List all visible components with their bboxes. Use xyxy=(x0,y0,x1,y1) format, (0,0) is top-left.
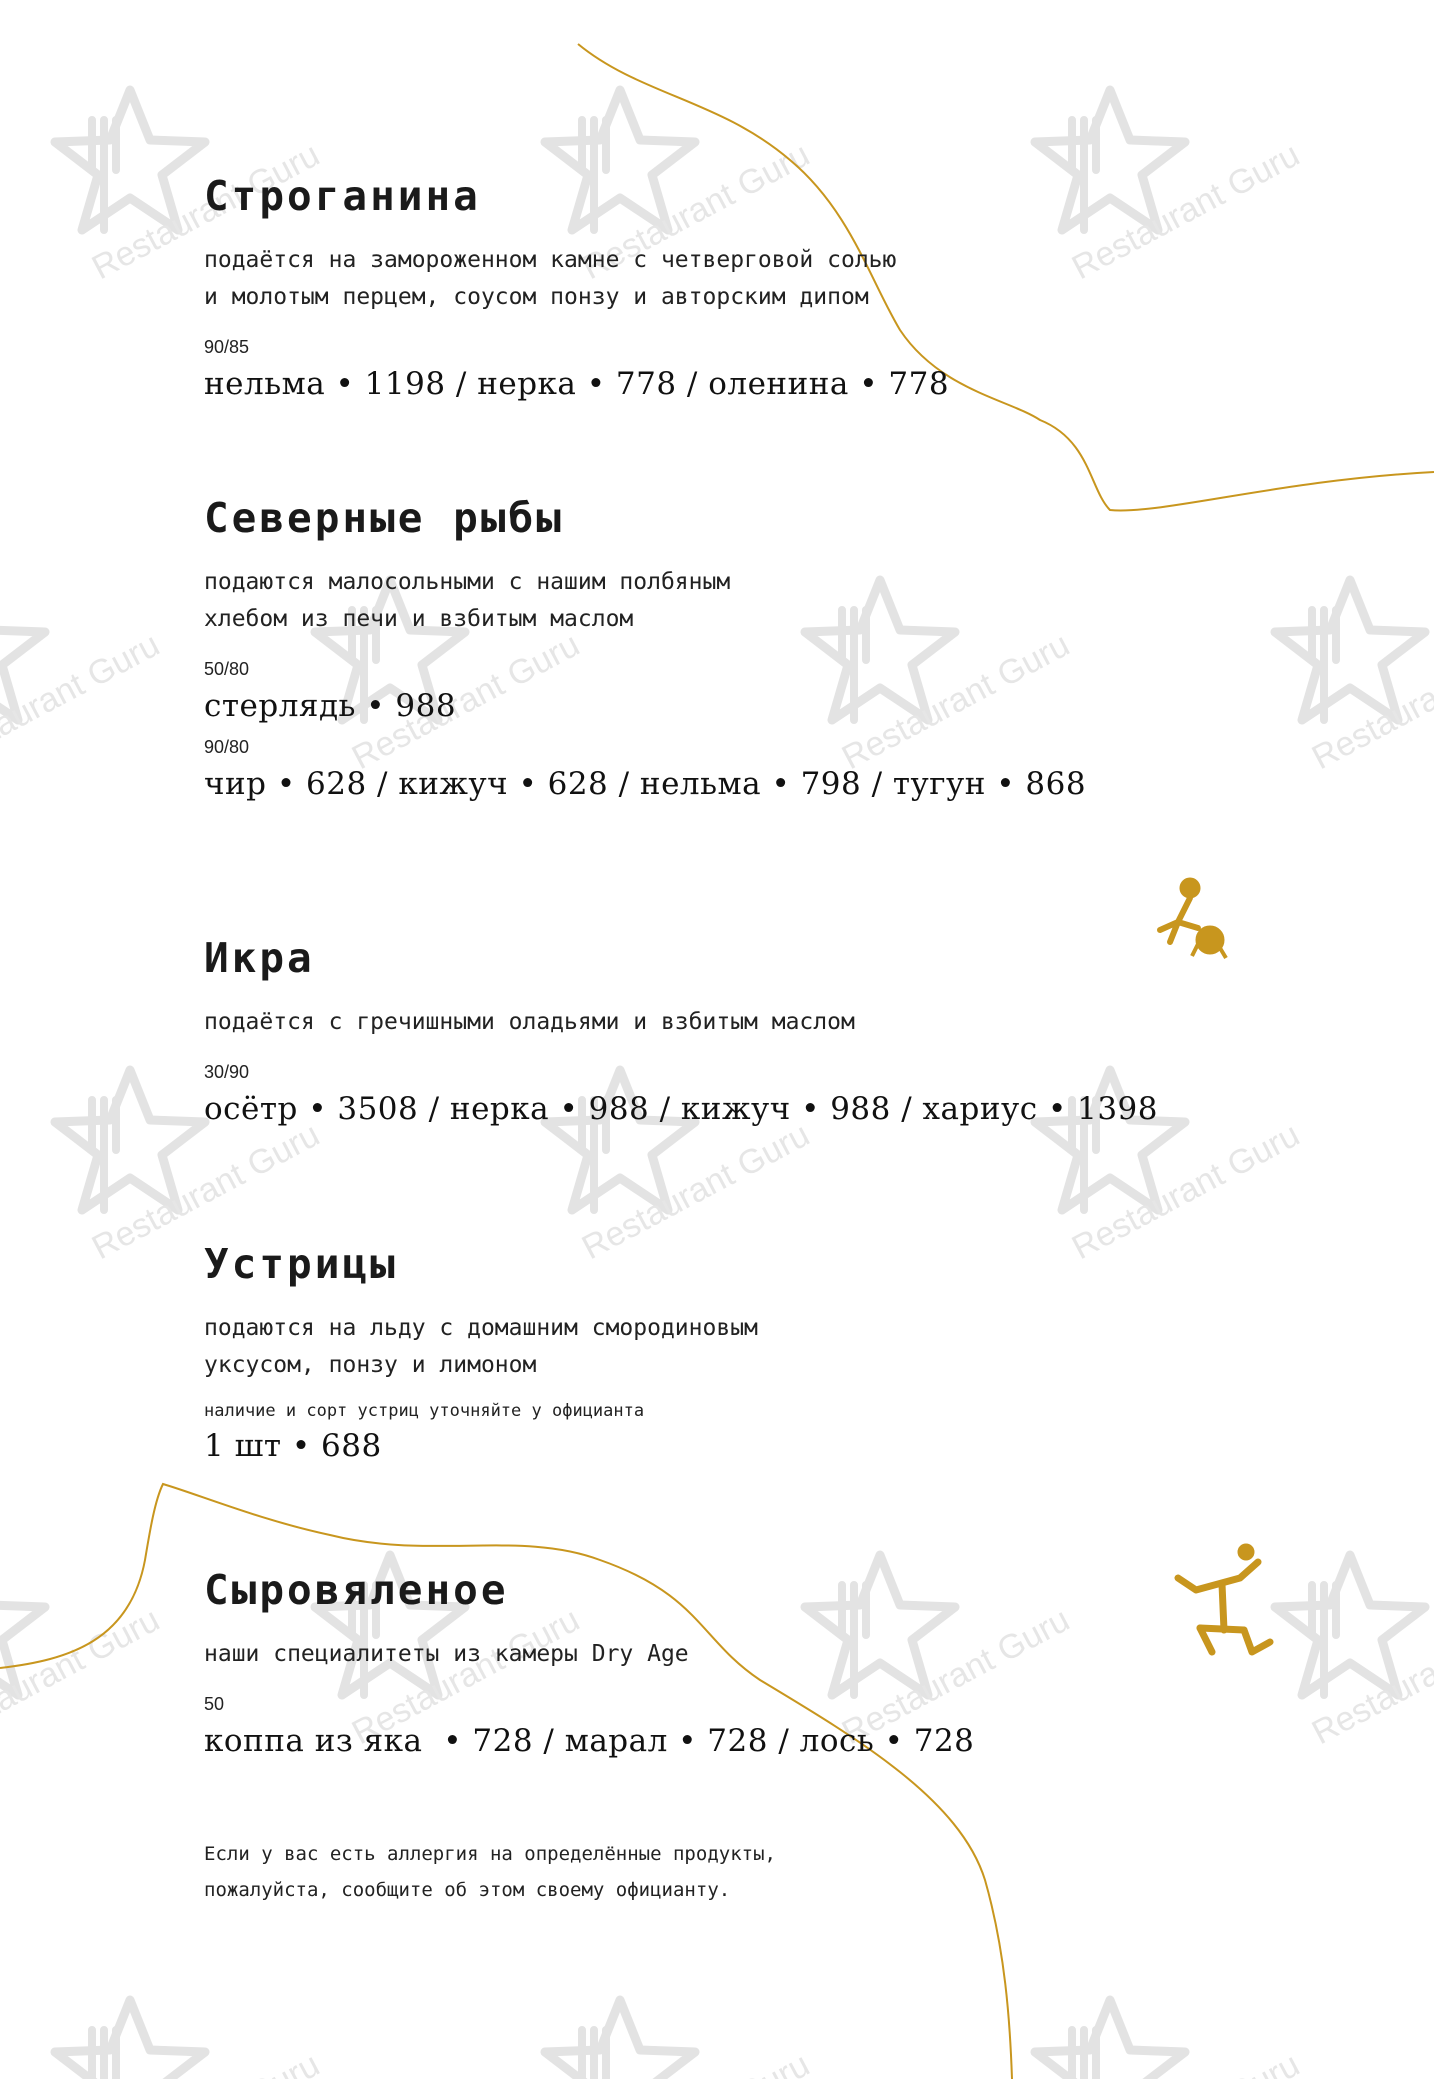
menu-section-oysters xyxy=(204,1240,1204,1468)
portion-weight: 90/80 xyxy=(204,737,250,757)
price-line: нельма • 1198 / нерка • 778 / оленина • 778 xyxy=(204,366,950,402)
menu-section-caviar xyxy=(204,934,1204,1131)
allergy-notice: Если у вас есть аллергия на определённые продукты, пожалуйста, сообщите об этом своему официанту. xyxy=(204,1843,776,1901)
portion-weight: 50 xyxy=(204,1694,225,1714)
portion-weight: 90/85 xyxy=(204,337,250,357)
price-line: чир • 628 / кижуч • 628 / нельма • 798 / тугун • 868 xyxy=(204,766,1087,802)
portion-weight: 50/80 xyxy=(204,659,250,679)
availability-note: наличие и сорт устриц уточняйте у официанта xyxy=(204,1401,645,1421)
menu-section-dry-cured xyxy=(204,1566,1204,1763)
section-title: Северные рыбы xyxy=(204,494,564,542)
price-line: коппа из яка • 728 / марал • 728 / лось • 728 xyxy=(204,1723,975,1759)
section-title: Устрицы xyxy=(204,1240,398,1288)
section-title: Икра xyxy=(204,934,315,982)
section-description: подаётся на замороженном камне с четверговой солью и молотым перцем, соусом понзу и авторским дипом xyxy=(204,247,897,310)
section-title: Строганина xyxy=(204,172,481,220)
section-title: Сыровяленое xyxy=(204,1566,509,1614)
price-line: осётр • 3508 / нерка • 988 / кижуч • 988 / хариус • 1398 xyxy=(204,1091,1158,1127)
section-description: подаются на льду с домашним смородиновым уксусом, понзу и лимоном xyxy=(204,1315,758,1378)
price-line: 1 шт • 688 xyxy=(204,1428,382,1464)
menu-section-stroganina xyxy=(204,172,1204,406)
portion-weight: 30/90 xyxy=(204,1062,250,1082)
menu-section-northern-fish xyxy=(204,494,1204,806)
section-description: наши специалитеты из камеры Dry Age xyxy=(204,1641,689,1667)
price-line: стерлядь • 988 xyxy=(204,688,457,724)
watermark-layer: Restaurant Guru xyxy=(0,0,1434,2079)
section-description: подаётся с гречишными оладьями и взбитым маслом xyxy=(204,1009,855,1035)
section-description: подаются малосольными с нашим полбяным хлебом из печи и взбитым маслом xyxy=(204,569,731,632)
